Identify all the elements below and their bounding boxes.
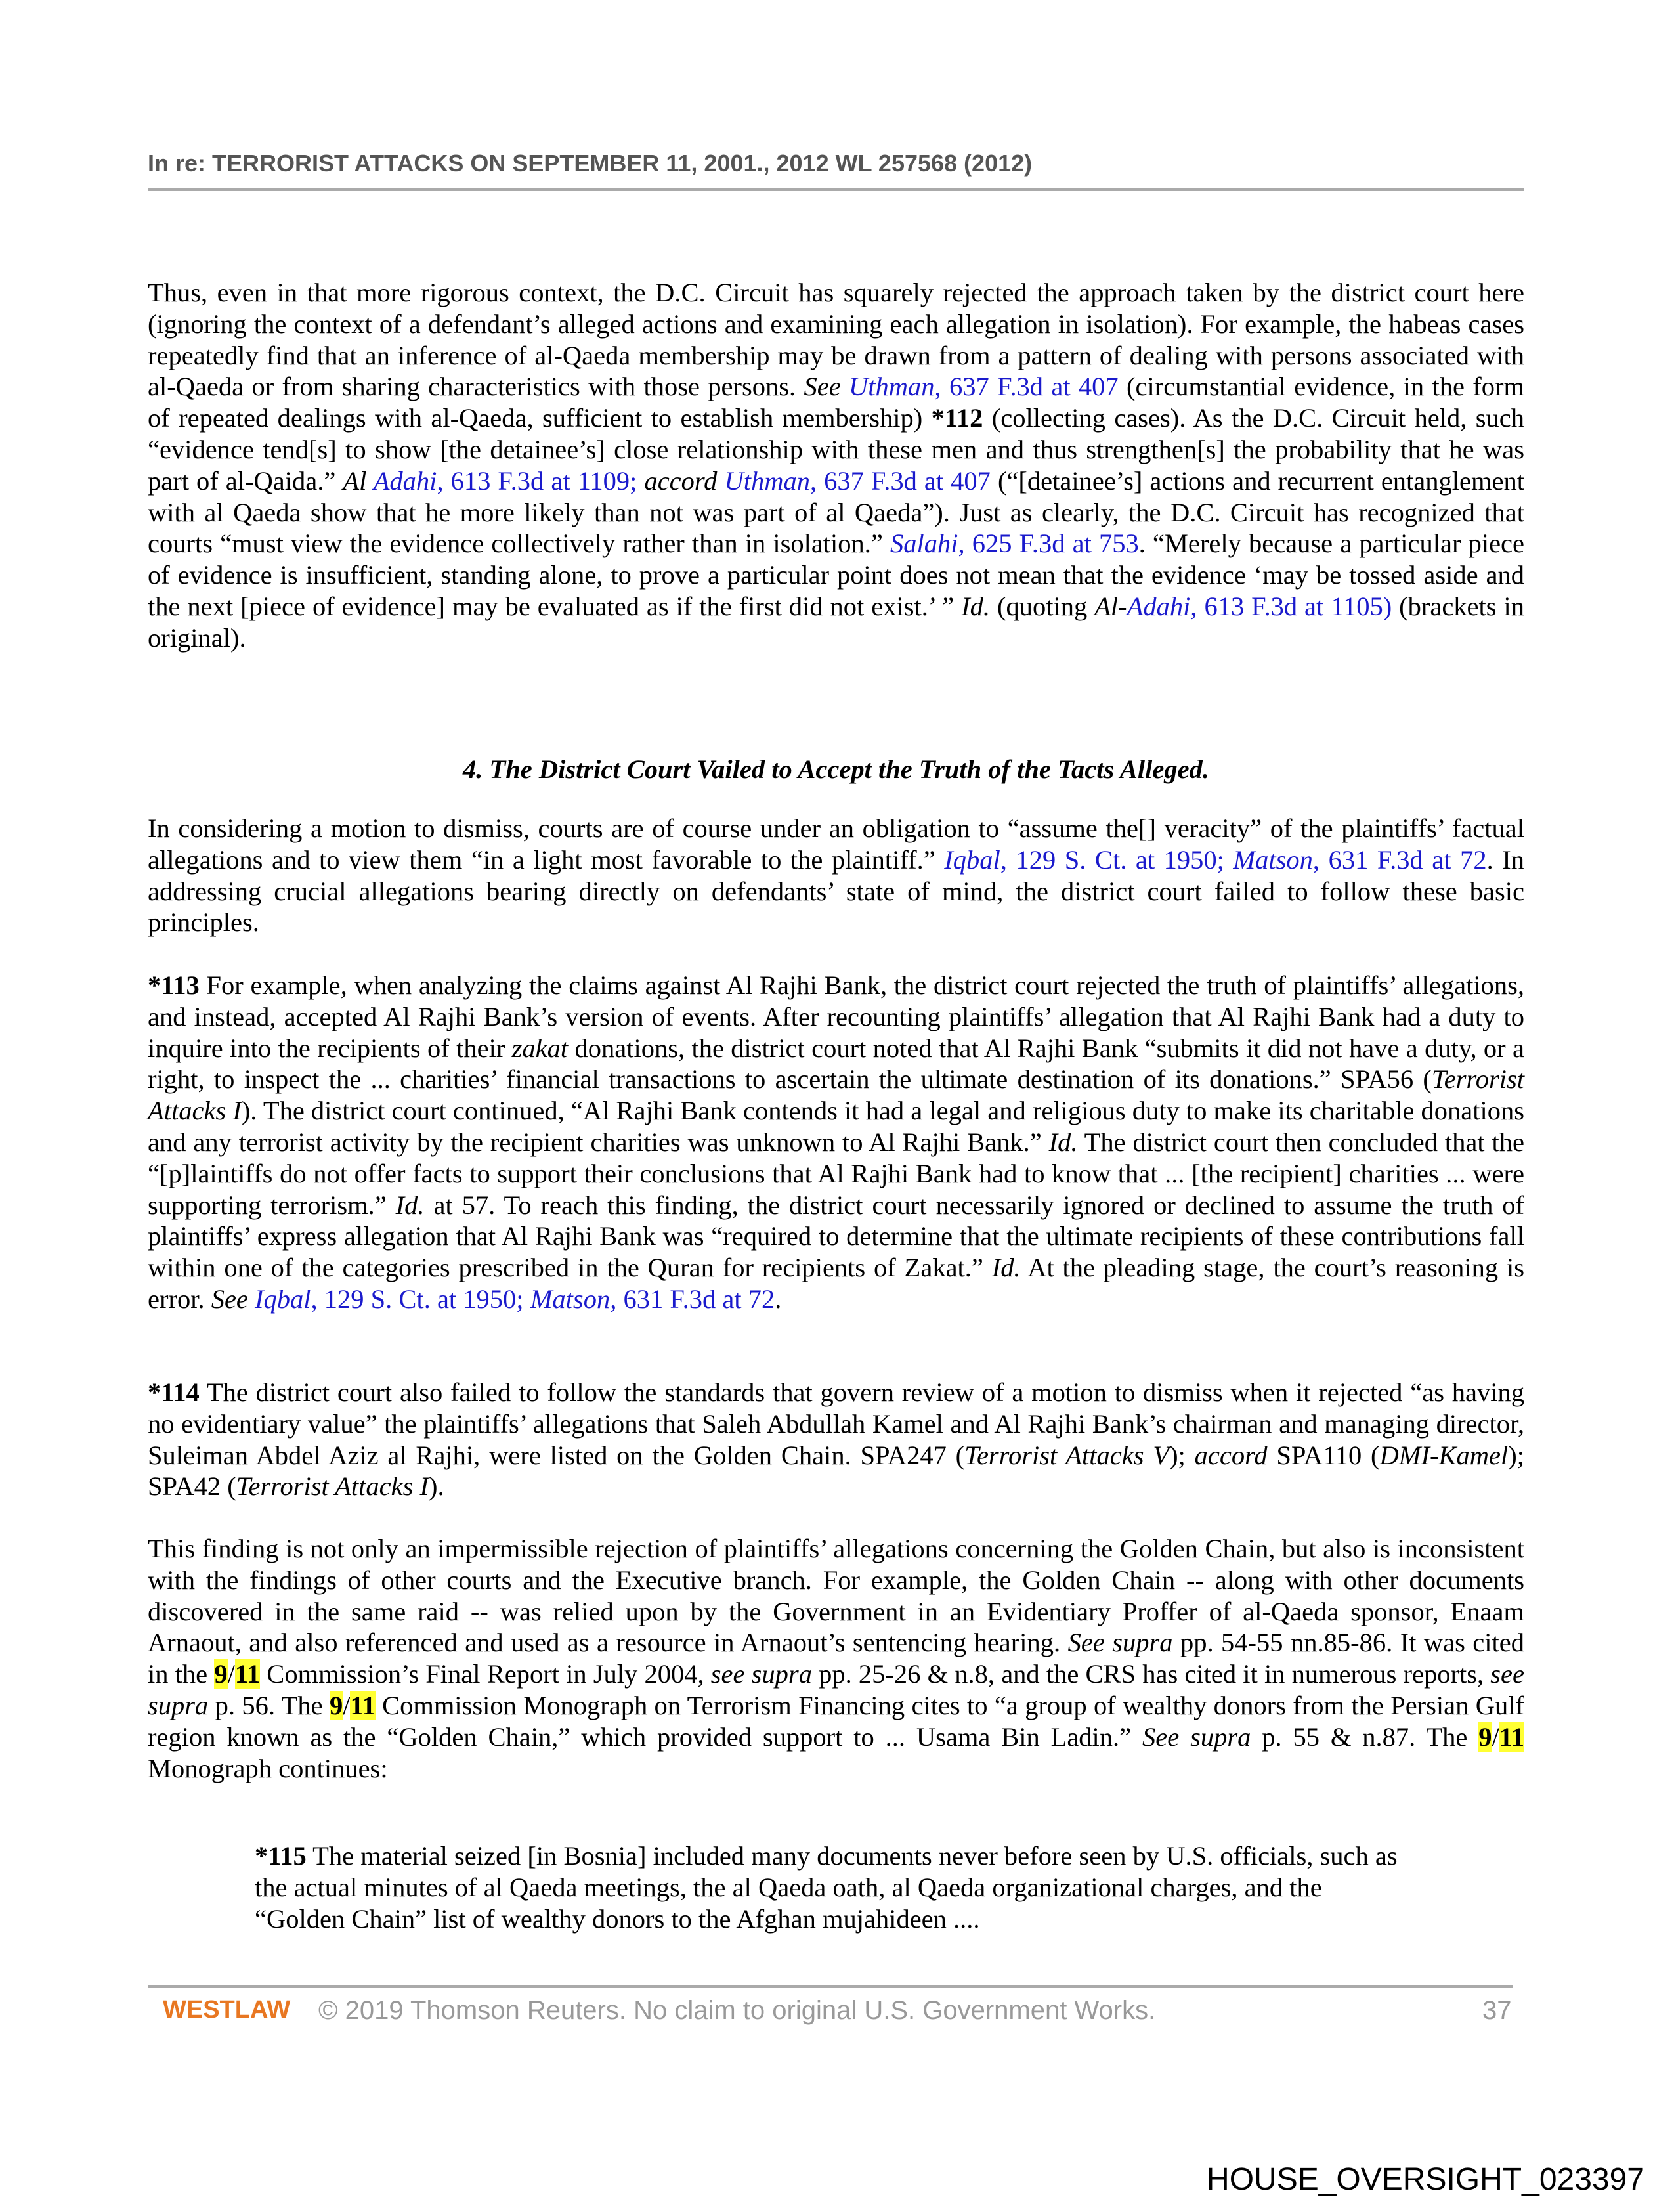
text-run: (quoting [990,591,1095,621]
citation-link[interactable]: Iqbal [255,1284,311,1314]
page-number: 37 [1482,1996,1512,2025]
citation-link[interactable]: Salahi [890,529,958,559]
citation-link[interactable]: , 631 F.3d at 72 [610,1284,775,1314]
search-highlight: 11 [350,1690,376,1720]
westlaw-logo: WESTLAW [163,1996,291,2024]
text-run: . In addressing crucial allegations bearing directly on defendants’ state of mind, the district court failed to follow these basic principles. [148,844,1524,938]
paragraph-motion-to-dismiss [148,813,1524,938]
text-run: In considering a motion to dismiss, courts are of course under an obligation to “assume the[] veracity” of the plaintiffs’ factual allegations and to view them “in a light most favorable to the plaintiff.” [148,813,1524,875]
citation-link[interactable]: , 637 F.3d at 407 [809,466,991,496]
italic-text: see supra [710,1659,812,1689]
citation-link[interactable]: Uthman [849,372,935,402]
citation-link[interactable]: Matson [530,1284,611,1314]
document-header-title: In re: TERRORIST ATTACKS ON SEPTEMBER 11, 2001., 2012 WL 257568 (2012) [148,150,1033,177]
italic-text: Al [343,466,374,496]
paragraph-113 [148,970,1524,1315]
paragraph-dc-circuit [148,277,1524,654]
footer-divider [148,1985,1513,1988]
copyright-notice: © 2019 Thomson Reuters. No claim to original U.S. Government Works. [318,1996,1156,2025]
citation-link[interactable]: , 613 F.3d at 1105) [1190,591,1392,621]
text-run: For example, when analyzing the claims against Al Rajhi Bank, the district court rejected the truth of plaintiffs’ allegations, and instead, accepted Al Rajhi Bank’s version of events. After recounting plaintiffs’ allegation that Al Rajhi Bank had a duty to inquire into the recipients of their [148,970,1524,1063]
italic-text: See [804,372,849,402]
italic-text: zakat [511,1033,569,1063]
text-run: . [775,1284,782,1314]
text-run: (collecting cases). As the D.C. Circuit held, such “evidence tend[s] to show [the detainee’s] close relationship with these men and thus strengthen[s] the probability that he was part of al-Qaida.” [148,403,1525,496]
italic-text: Id. [395,1190,425,1220]
italic-text: Terrorist Attacks I [236,1471,429,1502]
text-run: (“[detainee’s] actions and recurrent entanglement with al Qaeda show that he more likely than not was part of al Qaeda”). Just as clearly, the D.C. Circuit has recognized that courts “must view the evidence collectively rather than in isolation.” [148,466,1524,559]
search-highlight: 9 [214,1659,228,1689]
italic-text: Terrorist Attacks V [964,1440,1170,1470]
paragraph-114 [148,1377,1524,1502]
text-run: The district court also failed to follow the standards that govern review of a motion to dismiss when it rejected “as having no evidentiary value” the plaintiffs’ allegations that Saleh Abdullah Kamel and Al Rajhi Bank’s chairman and managing director, Suleiman Abdel Aziz al Rajhi, were listed on the Golden Chain. SPA247 ( [148,1377,1524,1470]
star-page-marker: *113 [148,970,200,1000]
italic-text: accord [644,466,725,496]
italic-text: DMI-Kamel [1379,1440,1509,1470]
text-run: ); [1169,1440,1195,1470]
search-highlight: 11 [234,1659,261,1689]
italic-text: See [211,1284,255,1314]
text-run: Commission Monograph on Terrorism Financing cites to “a group of wealthy donors from the Persian Gulf region known as the “Golden Chain,” which provided support to ... Usama Bin Ladin.” [148,1690,1524,1752]
citation-link[interactable]: , 129 S. Ct. at 1950; [1000,844,1234,875]
citation-link[interactable]: , 631 F.3d at 72 [1312,844,1487,875]
text-run: Monograph continues: [148,1753,388,1783]
citation-link[interactable]: Iqbal [944,844,1000,875]
italic-text: Id. [1048,1127,1078,1157]
text-run: At the pleading stage, the court’s reasoning is error. [148,1253,1524,1314]
citation-link[interactable]: Adahi [373,466,437,496]
text-run: Thus, even in that more rigorous context, the D.C. Circuit has squarely rejected the approach taken by the district court here (ignoring the context of a defendant’s alleged actions and examining each allegation in isolation). For example, the habeas cases repeatedly find that an inference of al-Qaeda membership may be drawn from a pattern of dealing with persons associated with al-Qaeda or from sharing characteristics with those persons. [148,278,1524,402]
text-run: Commission’s Final Report in July 2004, [260,1659,711,1689]
italic-text: accord [1194,1440,1268,1470]
text-run: (circumstantial evidence, in the form of repeated dealings with al-Qaeda, sufficient to establish membership) [148,372,1525,433]
search-highlight: 11 [1499,1722,1524,1752]
block-quote-115 [255,1840,1417,1934]
star-page-marker: *115 [255,1841,307,1871]
search-highlight: 9 [1478,1722,1492,1752]
citation-link[interactable]: , 613 F.3d at 1109; [437,466,645,496]
citation-link[interactable]: , 625 F.3d at 753 [958,529,1139,559]
citation-link[interactable]: Uthman [724,466,810,496]
italic-text: Id. [991,1253,1021,1283]
text-run: pp. 25-26 & n.8, and the CRS has cited it in numerous reports, [811,1659,1491,1689]
search-highlight: 9 [329,1690,343,1720]
text-run: ); SPA42 ( [148,1440,1524,1502]
text-run: ). The district court continued, “Al Rajhi Bank contends it had a legal and religious duty to make its charitable donations and any terrorist activity by the recipient charities was unknown to Al Rajhi Bank.” [148,1096,1524,1157]
paragraph-golden-chain [148,1533,1524,1784]
text-run: pp. 54-55 nn.85-86. It was cited in the [148,1628,1525,1689]
header-divider [148,188,1524,191]
italic-text: Id. [961,591,991,621]
italic-text: Terrorist Attacks I [148,1064,1524,1126]
text-run: SPA110 ( [1267,1440,1380,1470]
text-run: p. 56. The [208,1690,330,1720]
text-run: / [227,1659,235,1689]
citation-link[interactable]: Matson [1233,844,1313,875]
section-heading: 4. The District Court Vailed to Accept the Truth of the Tacts Alleged. [462,754,1209,784]
italic-text: Al- [1094,591,1127,621]
bates-stamp: HOUSE_OVERSIGHT_023397 [1207,2162,1644,2197]
italic-text: See supra [1142,1722,1251,1752]
text-run: The material seized [in Bosnia] included many documents never before seen by U.S. officials, such as the actual minutes of al Qaeda meetings, the al Qaeda oath, al Qaeda organizational charges, and the “Golden Chain” list of wealthy donors to the Afghan mujahideen .... [255,1841,1398,1934]
text-run: donations, the district court noted that Al Rajhi Bank “submits it did not have a duty, or a right, to inspect the ... charities’ financial transactions to ascertain the ultimate destination of its donations.” SPA56 ( [148,1033,1524,1095]
citation-link[interactable]: , 637 F.3d at 407 [934,372,1119,402]
text-run: / [343,1690,351,1720]
text-run: . “Merely because a particular piece of evidence is insufficient, standing alone, to prove a particular point does not mean that the evidence ‘may be tossed aside and the next [piece of evidence] may be evaluated as if the first did not exist.’ ” [148,529,1524,621]
star-page-marker: *112 [931,403,983,433]
star-page-marker: *114 [148,1377,200,1407]
text-run: at 57. To reach this finding, the district court necessarily ignored or declined to assume the truth of plaintiffs’ express allegation that Al Rajhi Bank was “required to determine that the ultimate recipients of these contributions fall within one of the categories prescribed in the Quran for recipients of Zakat.” [148,1190,1524,1283]
text-run: This finding is not only an impermissible rejection of plaintiffs’ allegations concerning the Golden Chain, but also is inconsistent with the findings of other courts and the Executive branch. For example, the Golden Chain -- along with other documents discovered in the same raid -- was relied upon by the Government in an Evidentiary Proffer of al-Qaeda sponsor, Enaam Arnaout, and also referenced and used as a resource in Arnaout’s sentencing hearing. [148,1534,1524,1658]
text-run: / [1492,1722,1499,1752]
italic-text: see supra [148,1659,1524,1720]
text-run: ). [429,1471,444,1502]
text-run: (brackets in original). [148,591,1524,653]
text-run: p. 55 & n.87. The [1251,1722,1479,1752]
citation-link[interactable]: , 129 S. Ct. at 1950; [311,1284,530,1314]
citation-link[interactable]: Adahi [1127,591,1191,621]
italic-text: See supra [1067,1628,1173,1658]
text-run: The district court then concluded that the “[p]laintiffs do not offer facts to support their conclusions that Al Rajhi Bank had to know that ... [the recipient] charities ... were supporting terrorism.” [148,1127,1525,1220]
